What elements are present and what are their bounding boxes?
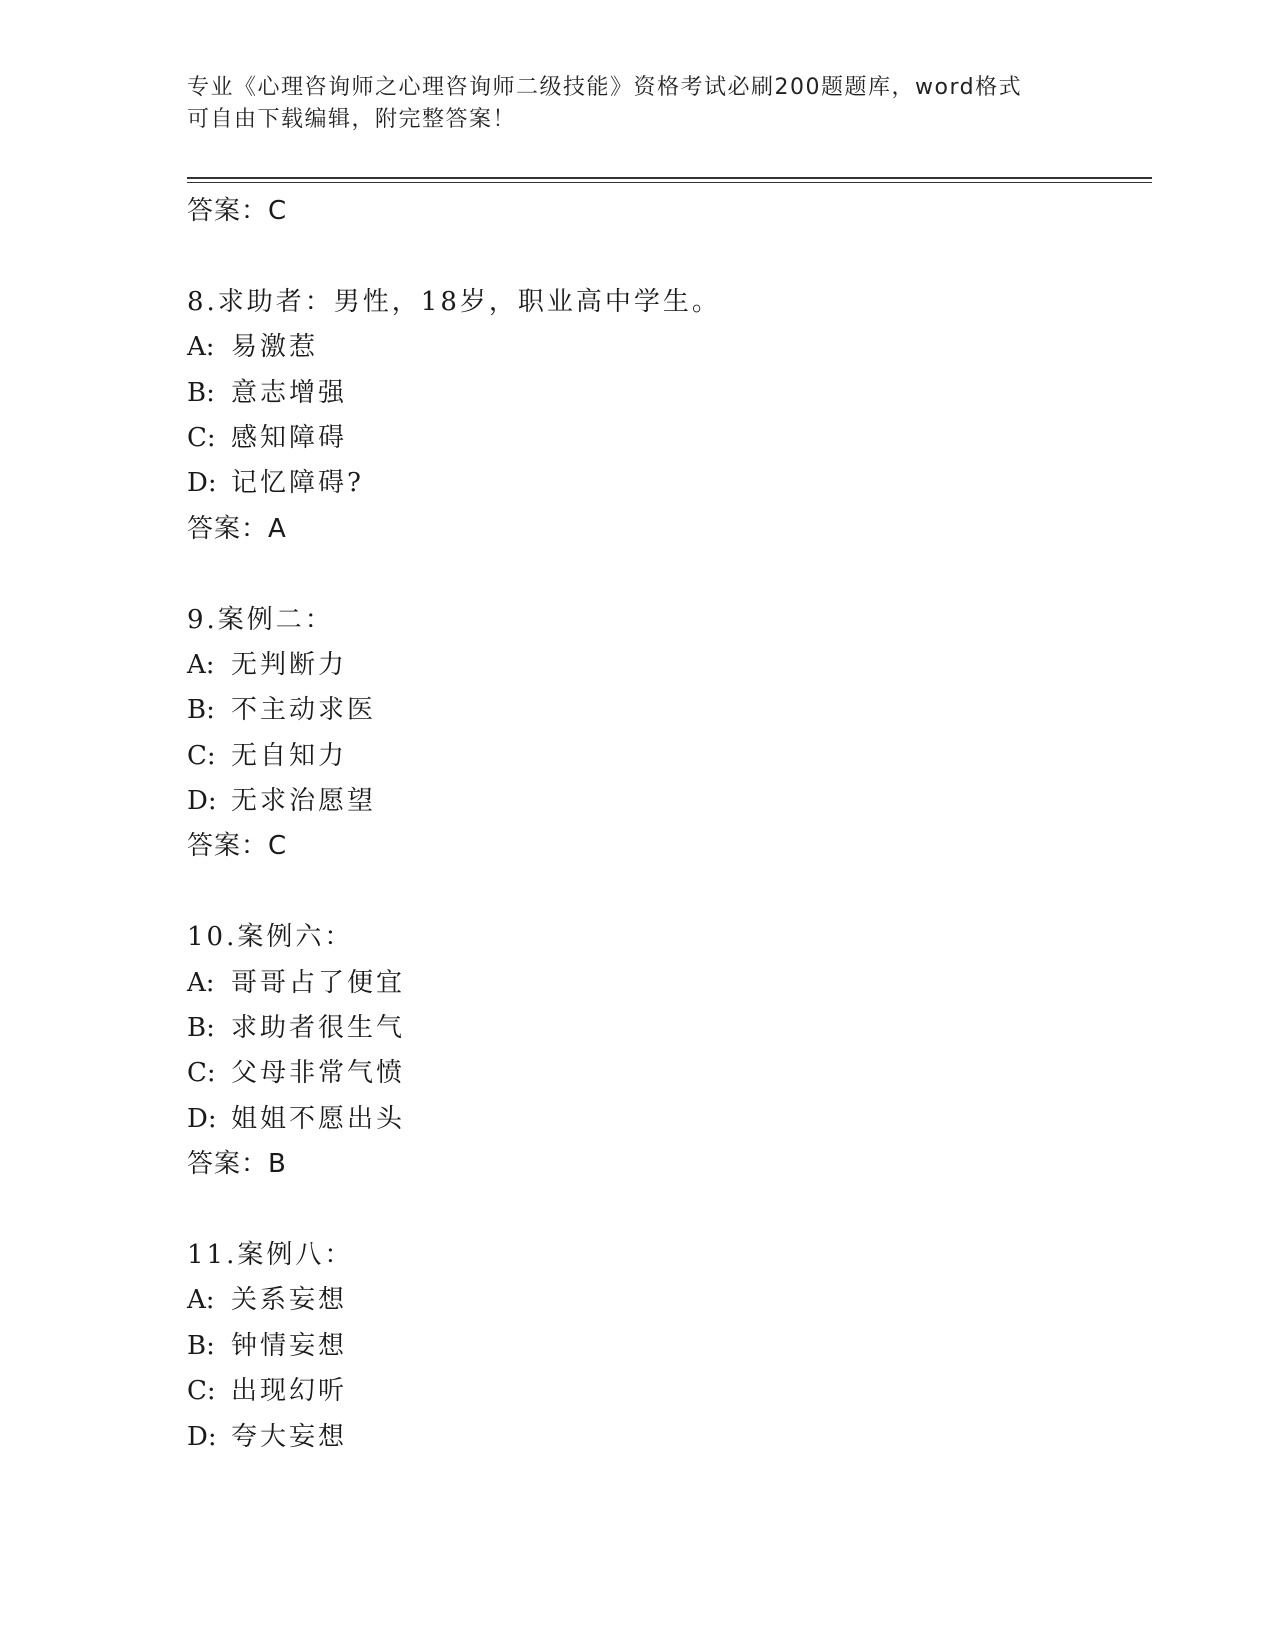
option-text: 无判断力 [231, 649, 348, 680]
option-b [187, 1006, 1147, 1051]
option-letter: B: [187, 1330, 215, 1361]
spacer [187, 870, 1147, 915]
option-text: 感知障碍 [231, 422, 348, 453]
option-letter: C: [187, 1376, 216, 1407]
option-letter: D: [187, 1421, 217, 1452]
option-c [187, 1369, 1147, 1414]
option-d [187, 1097, 1147, 1142]
option-text: 不主动求医 [231, 695, 377, 726]
question-list [187, 189, 1147, 1460]
header-line-1: 专业《心理咨询师之心理咨询师二级技能》资格考试必刷200题题库，word格式 [187, 75, 1023, 100]
option-c [187, 1051, 1147, 1096]
option-d [187, 779, 1147, 824]
option-text: 无求治愿望 [231, 786, 377, 817]
option-b [187, 1324, 1147, 1369]
option-text: 钟情妄想 [231, 1330, 348, 1361]
option-letter: B: [187, 695, 215, 726]
question-stem: 9.案例二： [187, 604, 334, 635]
spacer [187, 1188, 1147, 1233]
option-text: 无自知力 [231, 740, 348, 771]
header-line-2: 可自由下载编辑，附完整答案！ [187, 107, 517, 132]
option-text: 夸大妄想 [231, 1421, 348, 1452]
option-letter: D: [187, 786, 217, 817]
option-letter: A: [187, 649, 215, 680]
option-letter: C: [187, 1058, 216, 1089]
option-text: 记忆障碍? [231, 468, 364, 499]
option-b [187, 371, 1147, 416]
option-letter: D: [187, 1103, 217, 1134]
option-b [187, 688, 1147, 733]
option-text: 求助者很生气 [231, 1013, 406, 1044]
option-text: 易激惹 [231, 332, 319, 363]
question-block [187, 1233, 1147, 1460]
option-a [187, 1278, 1147, 1323]
header-rule-thick [187, 177, 1152, 179]
option-a [187, 325, 1147, 370]
question-block [187, 280, 1147, 552]
option-letter: B: [187, 1013, 215, 1044]
option-letter: D: [187, 468, 217, 499]
question-stem: 10.案例六： [187, 922, 354, 953]
answer-line: 答案：A [187, 513, 287, 544]
option-text: 关系妄想 [231, 1285, 348, 1316]
option-text: 姐姐不愿出头 [231, 1103, 406, 1134]
option-text: 父母非常气愤 [231, 1058, 406, 1089]
page-header [187, 72, 1067, 136]
option-c [187, 416, 1147, 461]
option-a [187, 961, 1147, 1006]
prev-answer: 答案：C [187, 196, 288, 226]
option-letter: A: [187, 1285, 215, 1316]
option-text: 意志增强 [231, 377, 348, 408]
option-text: 哥哥占了便宜 [231, 967, 406, 998]
header-rule-thin [187, 182, 1152, 183]
option-letter: A: [187, 967, 215, 998]
question-block [187, 598, 1147, 870]
question-stem: 11.案例八： [187, 1239, 354, 1270]
answer-line: 答案：C [187, 831, 288, 862]
question-block [187, 915, 1147, 1187]
option-d [187, 1415, 1147, 1460]
option-letter: C: [187, 740, 216, 771]
option-text: 出现幻听 [231, 1376, 348, 1407]
option-letter: B: [187, 377, 215, 408]
option-letter: A: [187, 332, 215, 363]
option-a [187, 643, 1147, 688]
option-d [187, 461, 1147, 506]
spacer [187, 552, 1147, 597]
option-c [187, 734, 1147, 779]
question-stem: 8.求助者：男性，18岁，职业高中学生。 [187, 286, 721, 317]
option-letter: C: [187, 422, 216, 453]
answer-line: 答案：B [187, 1149, 287, 1180]
spacer [187, 234, 1147, 279]
